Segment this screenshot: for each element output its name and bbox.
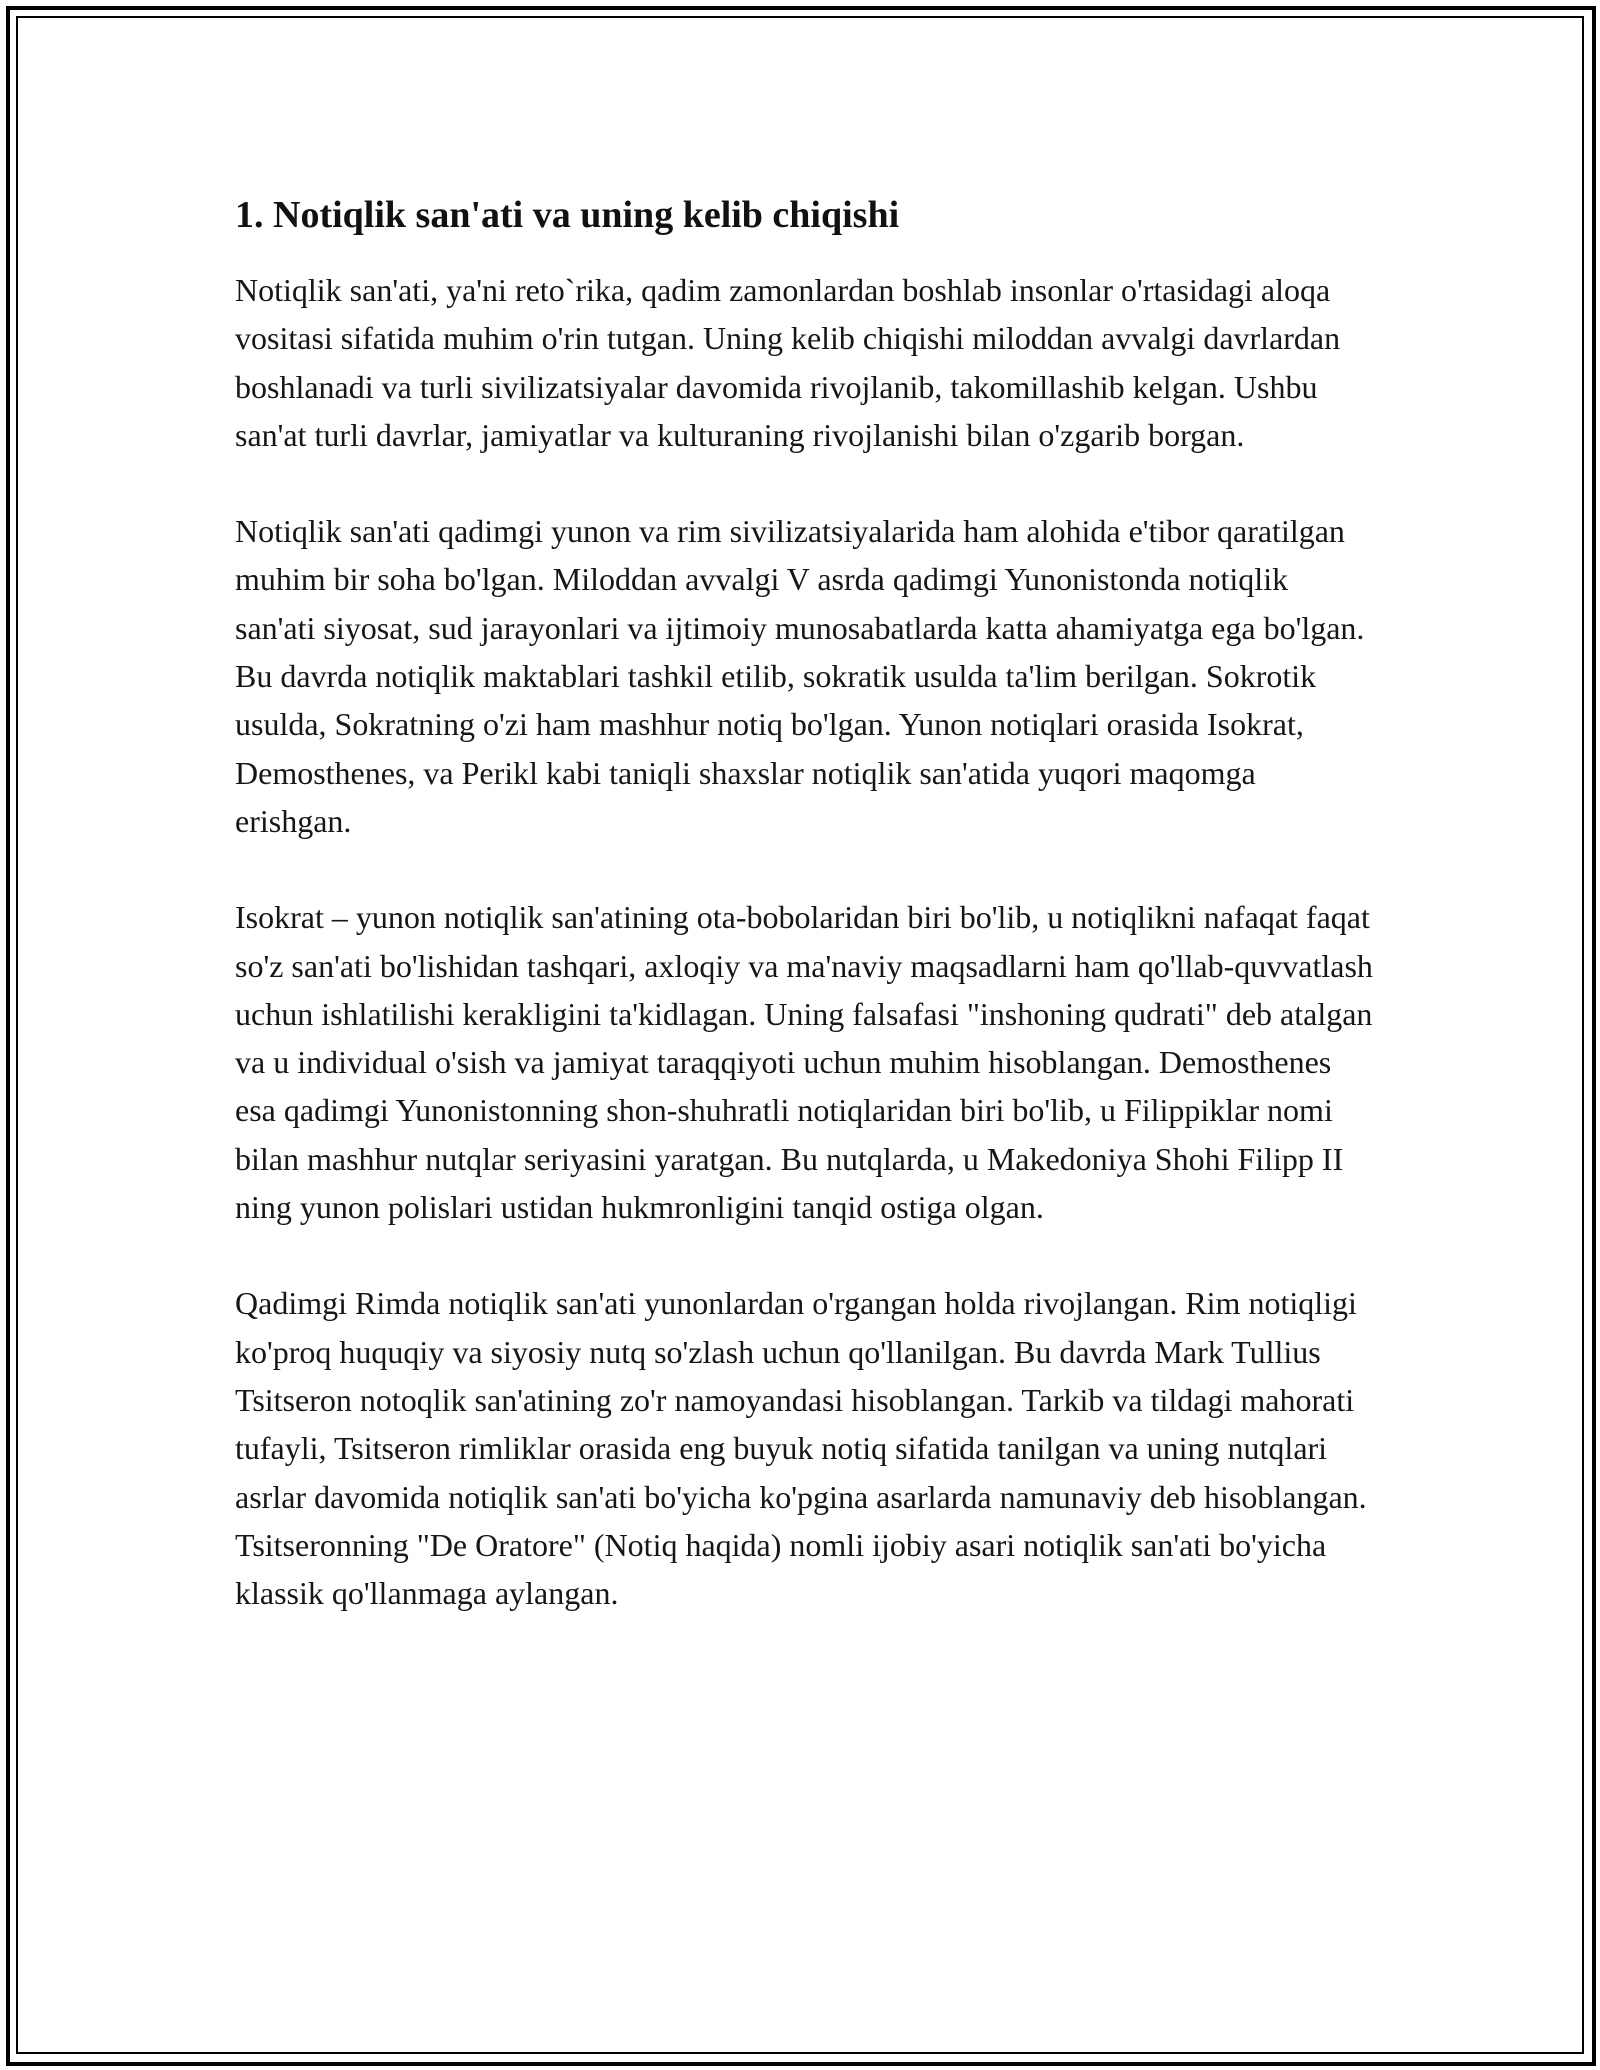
section-heading: 1. Notiqlik san'ati va uning kelib chiqishi [235, 194, 900, 236]
document-body [235, 185, 1375, 1665]
paragraph-greece: Notiqlik san'ati qadimgi yunon va rim sivilizatsiyalarida ham alohida e'tibor qaratilgan muhim bir soha bo'lgan. Miloddan avvalgi V asrda qadimgi Yunonistonda notiqlik san'ati siyosat, sud jarayonlari va ijtimoiy munosabatlarda katta ahamiyatga ega bo'lgan. Bu davrda notiqlik maktablari tashkil etilib, sokratik usulda ta'lim berilgan. Sokrotik usulda, Sokratning o'zi ham mashhur notiq bo'lgan. Yunon notiqlari orasida Isokrat, Demosthenes, va Perikl kabi taniqli shaxslar notiqlik san'atida yuqori maqomga erishgan. [235, 513, 1365, 839]
paragraph-origin: Notiqlik san'ati, ya'ni reto`rika, qadim zamonlardan boshlab insonlar o'rtasidagi aloqa vositasi sifatida muhim o'rin tutgan. Uning kelib chiqishi miloddan avvalgi davrlardan boshlanadi va turli sivilizatsiyalar davomida rivojlanib, takomillashib kelgan. Ushbu san'at turli davrlar, jamiyatlar va kulturaning rivojlanishi bilan o'zgarib borgan. [235, 272, 1341, 453]
paragraph-rome: Qadimgi Rimda notiqlik san'ati yunonlardan o'rgangan holda rivojlangan. Rim notiqligi ko'proq huquqiy va siyosiy nutq so'zlash uchun qo'llanilgan. Bu davrda Mark Tullius Tsitseron notoqlik san'atining zo'r namoyandasi hisoblangan. Tarkib va tildagi mahorati tufayli, Tsitseron rimliklar orasida eng buyuk notiq sifatida tanilgan va uning nutqlari asrlar davomida notiqlik san'ati bo'yicha ko'pgina asarlarda namunaviy deb hisoblangan. Tsitseronning "De Oratore" (Notiq haqida) nomli ijobiy asari notiqlik san'ati bo'yicha klassik qo'llanmaga aylangan. [235, 1285, 1367, 1612]
paragraph-isokrat-demosthenes: Isokrat – yunon notiqlik san'atining ota-bobolaridan biri bo'lib, u notiqlikni nafaqat faqat so'z san'ati bo'lishidan tashqari, axloqiy va ma'naviy maqsadlarni ham qo'llab-quvvatlash uchun ishlatilishi kerakligini ta'kidlagan. Uning falsafasi "inshoning qudrati" deb atalgan va u individual o'sish va jamiyat taraqqiyoti uchun muhim hisoblangan. Demosthenes esa qadimgi Yunonistonning shon-shuhratli notiqlaridan biri bo'lib, u Filippiklar nomi bilan mashhur nutqlar seriyasini yaratgan. Bu nutqlarda, u Makedoniya Shohi Filipp II ning yunon polislari ustidan hukmronligini tanqid ostiga olgan. [235, 899, 1373, 1226]
